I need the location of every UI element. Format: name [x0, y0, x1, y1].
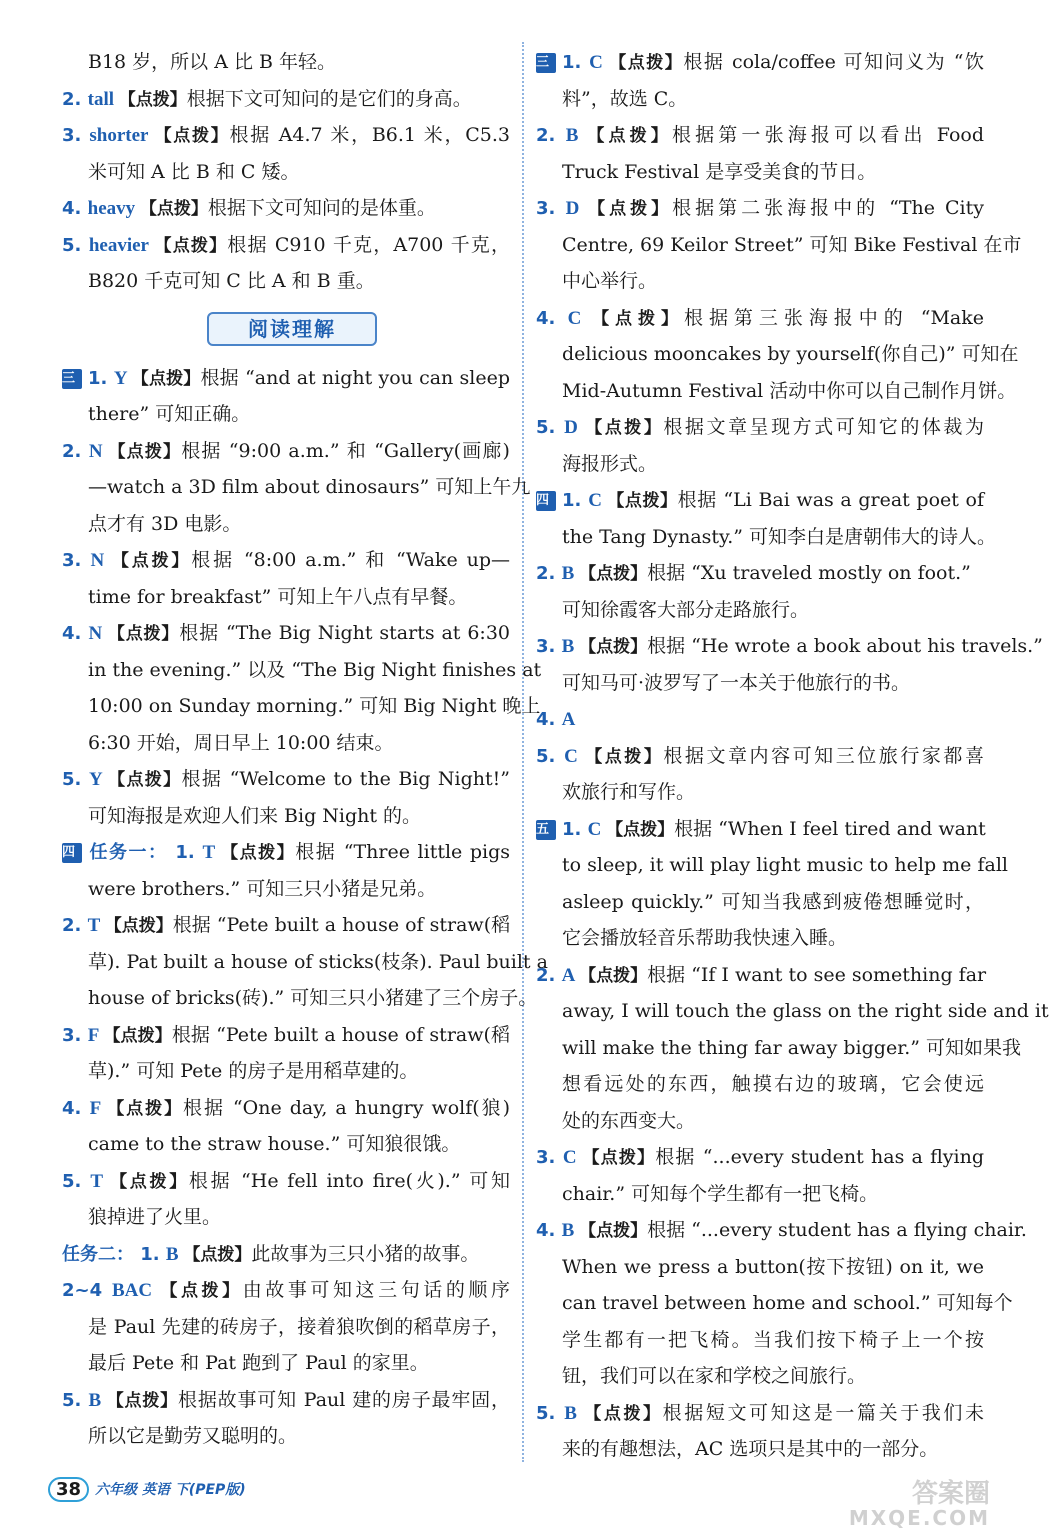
answer-item-line [536, 1212, 1027, 1249]
hint-tag: 【点拨】 [592, 308, 684, 329]
answer-item-line [536, 738, 984, 775]
explanation-text: 可知马可·波罗写了一本关于他旅行的书。 [562, 671, 911, 694]
question-number: 3. [536, 1147, 563, 1168]
answer-continuation-line [62, 1345, 510, 1382]
page-number: 38 [48, 1477, 89, 1502]
answer-item-line [62, 1017, 510, 1054]
answer-item-line [62, 834, 510, 871]
explanation-text: came to the straw house.” 可知狼很饿。 [88, 1133, 461, 1155]
question-number: 1. [562, 490, 589, 511]
explanation-text: 米可知 A 比 B 和 C 矮。 [88, 160, 300, 183]
page-footer [48, 1474, 246, 1504]
answer-continuation-line [62, 980, 538, 1017]
answer-value: D [564, 417, 586, 438]
question-number: 3. [536, 198, 566, 219]
answer-item-line [536, 190, 984, 227]
answer-value: B [88, 1389, 107, 1411]
hint-tag: 【点拨】 [606, 819, 675, 840]
explanation-text: chair.” 可知每个学生都有一把飞椅。 [562, 1182, 879, 1205]
question-number: 3. [62, 125, 90, 146]
question-number: 3. [62, 1024, 88, 1046]
question-number: 2~4 [62, 1280, 112, 1301]
explanation-text: were brothers.” 可知三只小猪是兄弟。 [88, 877, 437, 900]
hint-tag: 【点拨】 [183, 1244, 252, 1265]
explanation-text: 处的东西变大。 [562, 1109, 696, 1132]
answer-value: C [567, 307, 593, 329]
answer-value: N [88, 440, 109, 462]
answer-value: heavier [88, 234, 155, 256]
answer-continuation-line [62, 469, 531, 506]
answer-item-line [536, 811, 984, 848]
hint-tag: 【点拨】 [108, 441, 182, 462]
hint-tag: 【点拨】 [579, 637, 648, 657]
explanation-text: away, I will touch the glass on the right side and it [562, 1000, 1049, 1022]
explanation-text: 草).” 可知 Pete 的房子是用稻草建的。 [88, 1060, 419, 1082]
question-number: 2. [536, 563, 562, 584]
explanation-text: 根据 C910 千克，A700 千克， [227, 233, 510, 256]
answer-continuation-line [536, 1030, 1021, 1067]
answer-value: B [564, 1402, 585, 1424]
explanation-text: —watch a 3D film about dinosaurs” 可知上午九 [88, 476, 531, 498]
hint-tag: 【点拨】 [221, 843, 296, 863]
answer-value: B [561, 563, 580, 584]
answer-item-line [62, 1236, 510, 1273]
explanation-text: B18 岁，所以 A 比 B 年轻。 [88, 51, 337, 73]
answer-continuation-line [62, 944, 548, 981]
answer-continuation-line [536, 373, 1017, 410]
answer-value: T [202, 842, 222, 863]
answer-continuation-line [62, 1053, 510, 1090]
hint-tag: 【点拨】 [110, 1171, 189, 1192]
answer-continuation-line [536, 884, 984, 921]
question-number: 5. [62, 234, 89, 256]
answer-value: F [87, 1024, 104, 1046]
explanation-text: 根据 “He wrote a book about his travels.” [647, 635, 1043, 657]
explanation-text: delicious mooncakes by yourself(你自己)” 可知在 [562, 343, 1019, 365]
explanation-text: 根据 “Li Bai was a great poet of [677, 489, 984, 511]
question-number: 3. [62, 550, 91, 571]
hint-tag: 【点拨】 [579, 1221, 648, 1241]
answer-item-line [62, 1382, 510, 1419]
hint-tag: 【点拨】 [607, 491, 678, 511]
answer-continuation-line [536, 774, 984, 811]
explanation-text: asleep quickly.” 可知当我感到疲倦想睡觉时， [562, 890, 984, 913]
answer-value: B [165, 1243, 184, 1265]
explanation-text: 根据第三张海报中的 “Make [683, 306, 984, 329]
answer-continuation-line [536, 1249, 984, 1286]
explanation-text: 根据 “...every student has a flying [655, 1146, 984, 1168]
explanation-text: 根据 “9:00 a.m.” 和 “Gallery(画廊) [181, 439, 510, 462]
explanation-text: time for breakfast” 可知上午八点有早餐。 [88, 585, 468, 608]
answer-value: B [561, 636, 580, 657]
explanation-text: 根据 “and at night you can sleep [200, 366, 510, 389]
hint-tag: 【点拨】 [107, 624, 180, 644]
explanation-text: 10:00 on Sunday morning.” 可知 Big Night 晚上 [88, 695, 541, 717]
explanation-text: 料”，故选 C。 [562, 87, 688, 110]
task-label: 任务二： [62, 1243, 141, 1265]
answer-continuation-line [536, 154, 984, 191]
section-number-badge: 五 [536, 820, 556, 840]
answer-value: C [562, 1147, 583, 1168]
answer-item-line [536, 555, 984, 592]
hint-tag: 【点拨】 [106, 1390, 178, 1411]
hint-tag: 【点拨】 [103, 1025, 172, 1046]
answer-value: A [561, 964, 580, 986]
answer-continuation-line [536, 81, 984, 118]
explanation-text: 中心举行。 [562, 270, 658, 292]
explanation-text: 根据 “...every student has a flying chair. [647, 1219, 1027, 1241]
question-number: 4. [536, 709, 562, 730]
explanation-text: 最后 Pete 和 Pat 跑到了 Paul 的家里。 [88, 1352, 429, 1374]
answer-continuation-line [62, 396, 510, 433]
answer-value: F [89, 1097, 108, 1119]
answer-value: BAC [111, 1280, 161, 1301]
explanation-text: Mid-Autumn Festival 活动中你可以自己制作月饼。 [562, 379, 1017, 402]
answer-continuation-line [536, 665, 984, 702]
reading-comprehension-title: 阅读理解 [207, 312, 377, 346]
answer-item-line [536, 300, 984, 337]
hint-tag: 【点拨】 [154, 235, 228, 256]
answer-continuation-line [536, 1322, 984, 1359]
hint-tag: 【点拨】 [131, 368, 201, 389]
section-number-badge: 四 [62, 843, 82, 863]
question-number: 1. [562, 818, 588, 840]
answer-continuation-line [62, 154, 510, 191]
explanation-text: 钮，我们可以在家和学校之间旅行。 [562, 1365, 867, 1387]
explanation-text: 根据第二张海报中的 “The City [672, 197, 984, 219]
explanation-text: 根据下文可知问的是体重。 [207, 197, 436, 219]
explanation-text: 根据 “When I feel tired and want [674, 817, 986, 840]
answer-value: Y [113, 367, 132, 389]
answer-item-line [536, 409, 984, 446]
answer-value: C [587, 818, 607, 840]
answer-item-line [62, 360, 510, 397]
answer-continuation-line [62, 579, 510, 616]
explanation-text: 学生都有一把飞椅。当我们按下椅子上一个按 [562, 1328, 984, 1351]
section-number-badge: 三 [62, 369, 82, 389]
section-number-badge: 三 [536, 53, 556, 73]
answer-continuation-line [62, 1418, 510, 1455]
answer-value: shorter [89, 125, 155, 146]
hint-tag: 【点拨】 [584, 1403, 663, 1424]
answer-continuation-line [62, 506, 510, 543]
answer-item-line [536, 117, 984, 154]
question-number: 5. [62, 769, 89, 790]
explanation-text: 根据下文可知问的是它们的身高。 [186, 87, 472, 110]
explanation-text: 根据 “Xu traveled mostly on foot.” [647, 562, 971, 584]
answer-item-line [536, 628, 1043, 665]
answer-item-line [62, 1163, 510, 1200]
answer-continuation-line [536, 993, 1049, 1030]
question-number: 2. [536, 964, 562, 986]
answer-value: T [90, 1170, 111, 1192]
explanation-text: 根据故事可知 Paul 建的房子最牢固， [178, 1388, 510, 1411]
hint-tag: 【点拨】 [108, 770, 182, 790]
answer-continuation-line [536, 592, 984, 629]
answer-continuation-line [62, 798, 510, 835]
question-number: 2. [62, 440, 89, 462]
answer-value: C [589, 52, 610, 73]
explanation-text: can travel between home and school.” 可知每个 [562, 1292, 1013, 1314]
hint-tag: 【点拨】 [609, 53, 684, 73]
site-watermark [800, 1479, 990, 1532]
question-number: 1. [140, 1243, 166, 1265]
answer-continuation-line [536, 336, 1019, 373]
explanation-text: 此故事为三只小猪的故事。 [251, 1242, 480, 1265]
explanation-text: 根据 “The Big Night starts at 6:30 [179, 622, 511, 644]
hint-tag: 【点拨】 [160, 1281, 243, 1301]
answer-continuation-line [536, 1066, 984, 1103]
answer-item-line [62, 117, 510, 154]
answer-item-line [62, 1090, 510, 1127]
explanation-text: 6:30 开始，周日早上 10:00 结束。 [88, 731, 394, 754]
explanation-text: 根据 “8:00 a.m.” 和 “Wake up— [191, 549, 510, 571]
right-answer-column [536, 44, 1049, 1468]
explanation-text: 根据文章呈现方式可知它的体裁为 [663, 416, 984, 438]
section-number-badge: 四 [536, 491, 556, 511]
explanation-text: 欢旅行和写作。 [562, 781, 696, 803]
answer-item-line [536, 957, 987, 994]
explanation-text: Truck Festival 是享受美食的节日。 [562, 160, 877, 183]
explanation-text: to sleep, it will play light music to help me fall [562, 854, 1008, 876]
explanation-text: 可知徐霞客大部分走路旅行。 [562, 598, 810, 621]
explanation-text: 根据文章内容可知三位旅行家都喜 [663, 744, 984, 767]
answer-continuation-line [62, 1126, 510, 1163]
answer-item-line [62, 227, 510, 264]
answer-item-line [536, 482, 984, 519]
question-number: 4. [536, 307, 568, 329]
answer-continuation-line [536, 1176, 984, 1213]
question-number: 1. [175, 842, 203, 863]
answer-value: B [565, 125, 588, 146]
question-number: 2. [536, 125, 566, 146]
column-divider [522, 42, 524, 1462]
explanation-text: 可知海报是欢迎人们来 Big Night 的。 [88, 804, 422, 827]
explanation-text: house of bricks(砖).” 可知三只小猪建了三个房子。 [88, 987, 538, 1009]
answer-continuation-line [62, 44, 510, 81]
question-number: 1. [88, 367, 114, 389]
explanation-text: 根据 “Pete built a house of straw(稻 [172, 914, 511, 936]
explanation-text: 根据 A4.7 米，B6.1 米，C5.3 [229, 124, 510, 146]
answer-continuation-line [536, 1358, 984, 1395]
hint-tag: 【点拨】 [585, 418, 664, 438]
explanation-text: 根据 “If I want to see something far [647, 963, 987, 986]
answer-continuation-line [536, 519, 997, 556]
question-number: 2. [62, 88, 88, 110]
answer-value: D [565, 198, 589, 219]
answer-value: B [561, 1220, 580, 1241]
answer-continuation-line [62, 263, 510, 300]
answer-item-line [536, 1139, 984, 1176]
answer-continuation-line [536, 1103, 984, 1140]
answer-continuation-line [536, 263, 984, 300]
answer-value: tall [87, 88, 119, 110]
answer-continuation-line [62, 652, 542, 689]
answer-continuation-line [536, 1431, 984, 1468]
answer-item-line [62, 81, 510, 118]
answer-continuation-line [62, 688, 541, 725]
answer-value: N [90, 550, 112, 571]
answer-continuation-line [62, 871, 510, 908]
explanation-text: in the evening.” 以及 “The Big Night finishes at [88, 658, 542, 681]
hint-tag: 【点拨】 [587, 126, 672, 146]
question-number: 5. [536, 745, 565, 767]
answer-value: heavy [87, 198, 140, 219]
hint-tag: 【点拨】 [104, 916, 173, 936]
question-number: 2. [62, 915, 88, 936]
watermark-domain: MXQE.COM [848, 1506, 990, 1530]
answer-value: A [561, 709, 576, 730]
hint-tag: 【点拨】 [579, 965, 648, 986]
answer-value: Y [88, 769, 109, 790]
explanation-text: 根据第一张海报可以看出 Food [671, 124, 984, 146]
explanation-text: 狼掉进了火里。 [88, 1206, 222, 1228]
explanation-text: 草). Pat built a house of sticks(枝条). Paul built a [88, 950, 548, 973]
answer-item-line [536, 44, 984, 81]
hint-tag: 【点拨】 [154, 126, 230, 146]
answer-item-line [536, 1395, 984, 1432]
answer-continuation-line [62, 725, 510, 762]
explanation-text: 点才有 3D 电影。 [88, 512, 242, 535]
answer-item-line [62, 190, 510, 227]
hint-tag: 【点拨】 [582, 1148, 656, 1168]
explanation-text: Centre, 69 Keilor Street” 可知 Bike Festival 在市 [562, 233, 1022, 256]
explanation-text: 想看远处的东西，触摸右边的玻璃，它会使远 [562, 1073, 984, 1095]
explanation-text: B820 千克可知 C 比 A 和 B 重。 [88, 270, 375, 292]
answer-continuation-line [62, 1199, 510, 1236]
explanation-text: 海报形式。 [562, 452, 658, 475]
answer-item-line [536, 701, 984, 738]
hint-tag: 【点拨】 [588, 199, 673, 219]
explanation-text: there” 可知正确。 [88, 403, 251, 425]
question-number: 4. [62, 1097, 90, 1119]
answer-item-line [62, 761, 510, 798]
left-answer-column [62, 44, 548, 1455]
hint-tag: 【点拨】 [107, 1098, 184, 1119]
question-number: 3. [536, 636, 562, 657]
explanation-text: 它会播放轻音乐帮助我快速入睡。 [562, 927, 848, 949]
question-number: 5. [62, 1170, 91, 1192]
answer-item-line [62, 542, 510, 579]
explanation-text: 来的有趣想法，AC 选项只是其中的一部分。 [562, 1438, 939, 1460]
explanation-text: 由故事可知这三句话的顺序 [242, 1279, 510, 1301]
answer-continuation-line [536, 227, 1022, 264]
answer-item-line [62, 907, 510, 944]
answer-continuation-line [62, 1309, 510, 1346]
answer-continuation-line [536, 920, 984, 957]
answer-continuation-line [536, 847, 1008, 884]
answer-value: C [588, 490, 608, 511]
explanation-text: 根据短文可知这是一篇关于我们未 [662, 1401, 984, 1424]
explanation-text: 是 Paul 先建的砖房子，接着狼吹倒的稻草房子， [88, 1315, 510, 1338]
book-series-label: 六年级 英语 下(PEP版) [95, 1482, 246, 1498]
explanation-text: 根据 “Three little pigs [295, 841, 510, 863]
question-number: 4. [62, 623, 89, 644]
explanation-text: will make the thing far away bigger.” 可知如果我 [562, 1036, 1021, 1059]
question-number: 5. [536, 1402, 565, 1424]
question-number: 1. [562, 52, 590, 73]
answer-value: C [564, 745, 586, 767]
task-label: 任务一： [88, 842, 176, 863]
hint-tag: 【点拨】 [139, 199, 208, 219]
hint-tag: 【点拨】 [579, 564, 648, 584]
question-number: 4. [536, 1220, 562, 1241]
answer-value: N [88, 623, 108, 644]
answer-continuation-line [536, 1285, 1013, 1322]
question-number: 5. [62, 1389, 89, 1411]
answer-continuation-line [536, 446, 984, 483]
explanation-text: 根据 “Welcome to the Big Night!” [181, 768, 510, 790]
watermark-logo-text: 答案圈 [911, 1479, 990, 1509]
answer-item-line [62, 433, 510, 470]
hint-tag: 【点拨】 [111, 551, 192, 571]
answer-item-line [62, 615, 510, 652]
hint-tag: 【点拨】 [585, 746, 664, 767]
explanation-text: 根据 cola/coffee 可知问义为 “饮 [683, 51, 984, 73]
explanation-text: When we press a button(按下按钮) on it, we [562, 1255, 984, 1278]
explanation-text: 根据 “One day, a hungry wolf(狼) [183, 1096, 510, 1119]
hint-tag: 【点拨】 [118, 89, 187, 110]
explanation-text: 根据 “He fell into fire(火).” 可知 [188, 1169, 510, 1192]
explanation-text: the Tang Dynasty.” 可知李白是唐朝伟大的诗人。 [562, 525, 997, 548]
section-banner [62, 300, 510, 360]
question-number: 4. [62, 198, 88, 219]
explanation-text: 所以它是勤劳又聪明的。 [88, 1425, 298, 1447]
answer-value: T [87, 915, 105, 936]
question-number: 5. [536, 417, 565, 438]
explanation-text: 根据 “Pete built a house of straw(稻 [171, 1023, 510, 1046]
answer-item-line [62, 1272, 510, 1309]
